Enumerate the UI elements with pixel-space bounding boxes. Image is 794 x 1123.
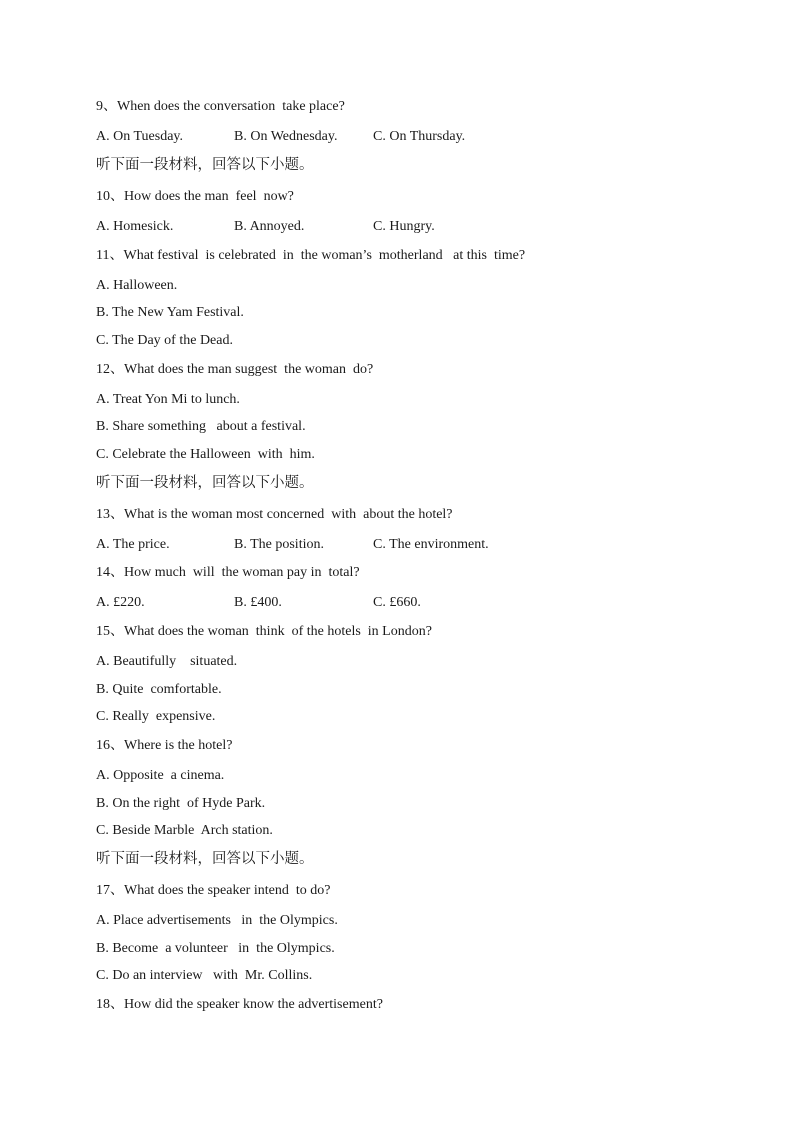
question-9-option-a: A. On Tuesday. [96,129,183,144]
question-10-option-a: A. Homesick. [96,219,174,234]
question-13-option-b: B. The position. [234,537,324,552]
question-15-stem: 15、What does the woman think of the hotels in London? [96,624,432,639]
question-11-option-c: C. The Day of the Dead. [96,333,233,348]
question-12-option-a: A. Treat Yon Mi to lunch. [96,392,240,407]
question-16-stem: 16、Where is the hotel? [96,738,233,753]
question-9-option-c: C. On Thursday. [373,129,466,144]
section-heading-2: 听下面一段材料，回答以下小题。 [96,475,314,491]
question-13-stem: 13、What is the woman most concerned with about the hotel? [96,507,453,522]
question-10-option-c: C. Hungry. [373,219,435,234]
question-17-stem: 17、What does the speaker intend to do? [96,883,331,898]
section-heading-1: 听下面一段材料，回答以下小题。 [96,157,314,173]
question-14-option-a: A. £220. [96,595,145,610]
question-9-option-b: B. On Wednesday. [234,129,338,144]
question-10-option-b: B. Annoyed. [234,219,305,234]
question-16-option-c: C. Beside Marble Arch station. [96,823,273,838]
question-14-option-b: B. £400. [234,595,282,610]
question-16-option-a: A. Opposite a cinema. [96,768,225,783]
question-17-option-b: B. Become a volunteer in the Olympics. [96,941,335,956]
question-16-option-b: B. On the right of Hyde Park. [96,796,266,811]
question-14-stem: 14、How much will the woman pay in total? [96,565,360,580]
question-17-option-c: C. Do an interview with Mr. Collins. [96,968,313,983]
question-15-option-c: C. Really expensive. [96,709,216,724]
question-13-option-a: A. The price. [96,537,170,552]
question-18-stem: 18、How did the speaker know the advertisement? [96,997,383,1012]
question-15-option-a: A. Beautifully situated. [96,654,238,669]
question-11-option-a: A. Halloween. [96,278,178,293]
question-12-stem: 12、What does the man suggest the woman do? [96,362,374,377]
question-9-stem: 9、When does the conversation take place? [96,99,345,114]
question-12-option-c: C. Celebrate the Halloween with him. [96,447,315,462]
question-11-stem: 11、What festival is celebrated in the woman’s motherland at this time? [96,248,526,263]
section-heading-3: 听下面一段材料，回答以下小题。 [96,851,314,867]
question-11-option-b: B. The New Yam Festival. [96,305,244,320]
question-12-option-b: B. Share something about a festival. [96,419,306,434]
question-17-option-a: A. Place advertisements in the Olympics. [96,913,338,928]
question-15-option-b: B. Quite comfortable. [96,682,222,697]
question-13-option-c: C. The environment. [373,537,489,552]
question-14-option-c: C. £660. [373,595,421,610]
question-10-stem: 10、How does the man feel now? [96,189,294,204]
